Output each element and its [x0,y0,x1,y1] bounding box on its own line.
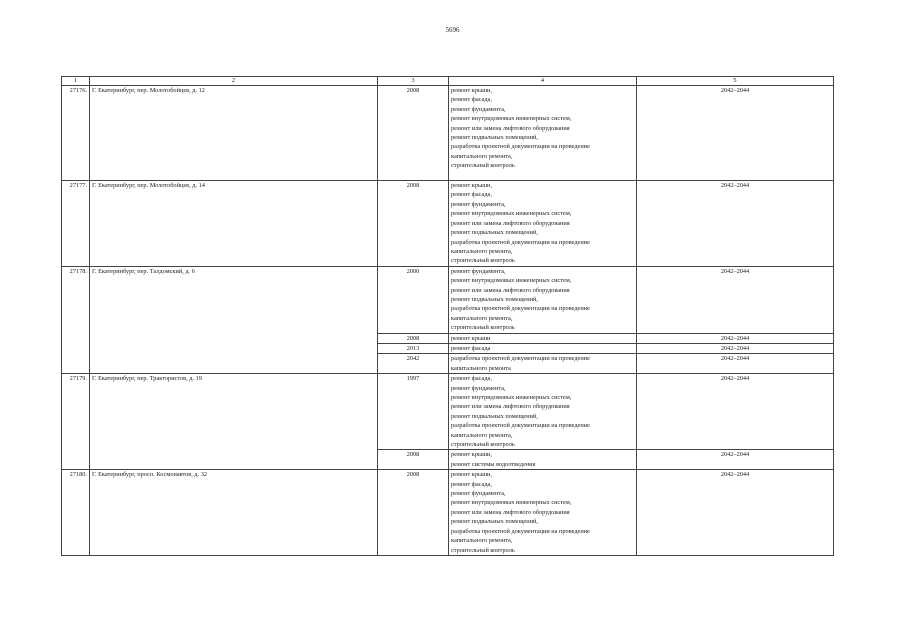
work-item: ремонт подвальных помещений, [451,412,538,420]
year-cell: 1997 [378,374,449,450]
row-number-cell: 27180. [62,470,90,556]
works-cell [449,86,637,181]
address-cell: Г. Екатеринбург, пер. Трактористов, д. 19 [90,374,378,470]
work-item: ремонт или замена лифтового оборудования [451,403,570,411]
work-item: ремонт фасада, [451,191,492,199]
work-item: разработка проектной документации на проведение [451,305,590,313]
works-cell [449,354,637,374]
table-body [62,77,834,556]
work-item: ремонт или замена лифтового оборудования [451,124,570,132]
work-item: капитального ремонта [451,364,511,372]
work-item: разработка проектной документации на проведение [451,355,590,363]
works-cell [449,333,637,343]
work-item: ремонт внутридомовых инженерных систем, [451,210,572,218]
work-item: капитального ремонта, [451,152,513,160]
row-number-cell: 27176. [62,86,90,181]
column-header: 3 [378,77,449,86]
work-item: ремонт фасада, [451,96,492,104]
works-cell [449,450,637,470]
register-table [61,76,834,556]
year-cell: 2008 [378,470,449,556]
work-item: ремонт внутридомовых инженерных систем, [451,499,572,507]
work-item: ремонт крыши, [451,451,493,459]
address-cell: Г. Екатеринбург, пер. Молотобойцев, д. 14 [90,181,378,267]
column-header: 4 [449,77,637,86]
term-cell: 2042–2044 [637,450,834,470]
table-row [62,374,834,450]
year-cell: 2013 [378,343,449,353]
work-item: ремонт фасада [451,344,491,352]
work-item: разработка проектной документации на проведение [451,143,590,151]
works-cell [449,266,637,333]
work-item: ремонт или замена лифтового оборудования [451,508,570,516]
term-cell: 2042–2044 [637,181,834,267]
work-item: строительный контроль [451,257,515,265]
work-item: ремонт крыши, [451,471,493,479]
address-cell: Г. Екатеринбург, просп. Космонавтов, д. 32 [90,470,378,556]
year-cell: 2008 [378,181,449,267]
work-item: ремонт крыши [451,334,491,342]
spacer [451,171,634,180]
work-item: ремонт крыши, [451,182,493,190]
work-item: строительный контроль [451,546,515,554]
work-item: ремонт внутридомовых инженерных систем, [451,394,572,401]
work-item: капитального ремонта, [451,431,513,439]
table-row [62,181,834,267]
table-row [62,266,834,333]
work-item: ремонт фундамента, [451,267,506,275]
year-cell: 2000 [378,266,449,333]
row-number-cell: 27177. [62,181,90,267]
table-header-row [62,77,834,86]
year-cell: 2008 [378,333,449,343]
works-cell [449,181,637,267]
year-cell: 2008 [378,86,449,181]
work-item: ремонт крыши, [451,87,493,94]
row-number-cell: 27179. [62,374,90,470]
work-item: ремонт фундамента, [451,105,506,113]
work-item: ремонт подвальных помещений, [451,295,538,303]
term-cell: 2042–2044 [637,343,834,353]
column-header: 5 [637,77,834,86]
term-cell: 2042–2044 [637,333,834,343]
work-item: ремонт или замена лифтового оборудования [451,286,570,294]
term-cell: 2042–2044 [637,354,834,374]
work-item: строительный контроль [451,324,515,332]
year-cell: 2042 [378,354,449,374]
works-cell [449,470,637,556]
term-cell: 2042–2044 [637,374,834,450]
page-number: 5696 [445,26,460,34]
work-item: разработка проектной документации на проведение [451,422,590,430]
work-item: ремонт фасада, [451,375,492,383]
work-item: ремонт внутридомовых инженерных систем, [451,115,572,123]
work-item: ремонт подвальных помещений, [451,229,538,237]
term-cell: 2042–2044 [637,86,834,181]
work-item: ремонт фундамента, [451,384,506,392]
year-cell: 2008 [378,450,449,470]
work-item: капитального ремонта, [451,537,513,545]
table-row [62,470,834,556]
work-item: разработка проектной документации на проведение [451,238,590,246]
address-cell: Г. Екатеринбург, пер. Молотобойцев, д. 12 [90,86,378,181]
work-item: ремонт внутридомовых инженерных систем, [451,277,572,285]
works-cell [449,374,637,450]
column-header: 2 [90,77,378,86]
work-item: ремонт или замена лифтового оборудования [451,219,570,227]
works-cell [449,343,637,353]
work-item: ремонт фасада, [451,480,492,488]
work-item: ремонт подвальных помещений, [451,518,538,526]
column-header: 1 [62,77,90,86]
work-item: ремонт системы водоотведения [451,460,536,468]
work-item: ремонт подвальных помещений, [451,134,538,142]
work-item: разработка проектной документации на проведение [451,527,590,535]
work-item: строительный контроль [451,441,515,449]
term-cell: 2042–2044 [637,266,834,333]
work-item: строительный контроль [451,162,515,170]
term-cell: 2042–2044 [637,470,834,556]
work-item: капитального ремонта, [451,314,513,322]
work-item: ремонт фундамента, [451,490,506,498]
row-number-cell: 27178. [62,266,90,373]
address-cell: Г. Екатеринбург, пер. Талдомский, д. 6 [90,266,378,373]
table-row [62,86,834,181]
work-item: капитального ремонта, [451,247,513,255]
work-item: ремонт фундамента, [451,200,506,208]
